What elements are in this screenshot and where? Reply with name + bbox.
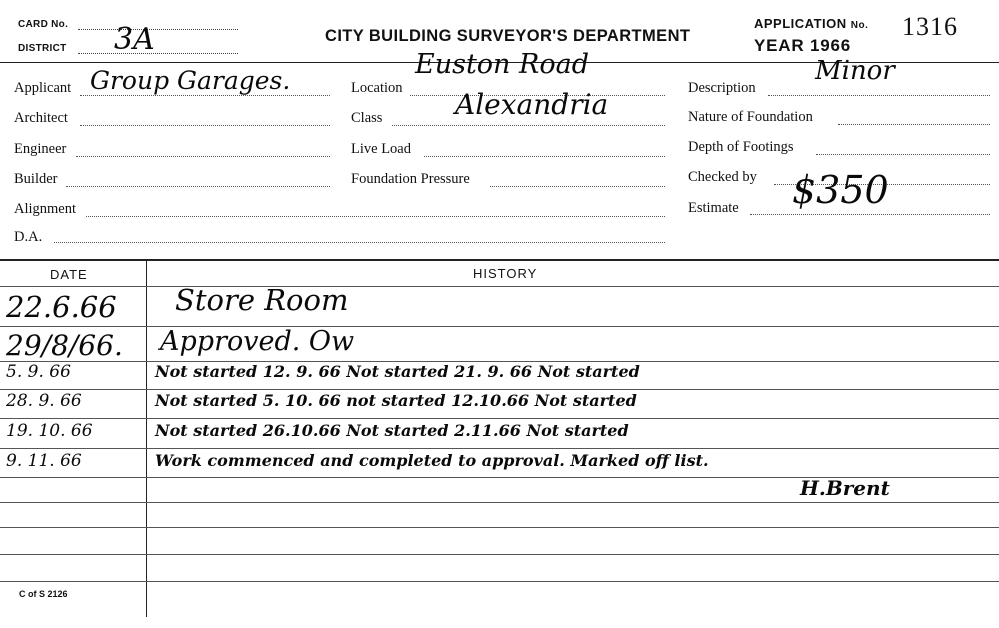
alignment-label: Alignment [14, 201, 77, 217]
district-value: 3A [114, 22, 155, 57]
location-label: Location [351, 80, 403, 96]
history-entry: Not started 5. 10. 66 not started 12.10.66 Not started [155, 391, 637, 410]
alignment-line [86, 216, 665, 217]
history-row-line [0, 502, 999, 503]
history-header-line [0, 286, 999, 287]
history-row-line [0, 527, 999, 528]
engineer-line [76, 156, 330, 157]
card-no-line [78, 29, 238, 30]
history-date: 22.6.66 [6, 290, 117, 324]
architect-label: Architect [14, 110, 68, 126]
class-label: Class [351, 110, 383, 126]
date-column-header: DATE [50, 267, 88, 282]
description-label: Description [688, 80, 756, 96]
history-date: 29/8/66. [6, 329, 123, 362]
history-date: 9. 11. 66 [6, 451, 82, 471]
application-label [754, 16, 868, 31]
live-load-line [424, 156, 665, 157]
builder-line [66, 186, 330, 187]
da-line [54, 242, 665, 243]
history-date: 5. 9. 66 [6, 362, 71, 382]
district-label: DISTRICT [18, 43, 67, 54]
depth-of-footings-line [816, 154, 990, 155]
history-date: 19. 10. 66 [6, 421, 93, 441]
history-entry: Not started 26.10.66 Not started 2.11.66 Not started [155, 421, 629, 440]
history-row-line [0, 418, 999, 419]
district-line [78, 53, 238, 54]
history-entry: Store Room [175, 283, 349, 317]
architect-line [80, 125, 330, 126]
applicant-line [80, 95, 330, 96]
history-signature: H.Brent [800, 476, 890, 500]
history-row-line [0, 326, 999, 327]
estimate-label: Estimate [688, 200, 739, 216]
history-row-line [0, 554, 999, 555]
description-value: Minor [815, 56, 895, 86]
foundation-pressure-line [490, 186, 665, 187]
application-no-label: No. [850, 20, 869, 31]
history-entry: Approved. Ow [160, 326, 355, 357]
form-number: C of S 2126 [19, 589, 68, 599]
nature-of-foundation-line [838, 124, 990, 125]
card-no-label: CARD No. [18, 19, 69, 30]
foundation-pressure-label: Foundation Pressure [351, 171, 470, 187]
da-label: D.A. [14, 229, 43, 245]
builder-label: Builder [14, 171, 58, 187]
estimate-value: $350 [792, 168, 889, 212]
checked-by-label: Checked by [688, 169, 757, 185]
applicant-label: Applicant [14, 80, 72, 96]
application-number: 1316 [902, 12, 958, 41]
history-column-header: HISTORY [473, 266, 538, 281]
applicant-value: Group Garages. [90, 66, 291, 95]
engineer-label: Engineer [14, 141, 67, 157]
depth-of-footings-label: Depth of Footings [688, 139, 794, 155]
date-column-divider [146, 261, 147, 617]
history-date: 28. 9. 66 [6, 391, 82, 411]
history-entry: Not started 12. 9. 66 Not started 21. 9. 66 Not started [155, 362, 640, 381]
history-row-line [0, 581, 999, 582]
class-value: Alexandria [455, 88, 609, 121]
application-label-text: APPLICATION [754, 16, 847, 31]
estimate-line [750, 214, 990, 215]
description-line [768, 95, 990, 96]
history-row-line [0, 448, 999, 449]
class-line [392, 125, 665, 126]
nature-of-foundation-label: Nature of Foundation [688, 109, 813, 125]
year-label: YEAR 1966 [754, 36, 851, 55]
history-row-line [0, 389, 999, 390]
history-top-rule [0, 259, 999, 261]
location-value: Euston Road [415, 49, 589, 80]
department-title: CITY BUILDING SURVEYOR'S DEPARTMENT [325, 27, 691, 45]
live-load-label: Live Load [351, 141, 411, 157]
history-entry: Work commenced and completed to approval. Marked off list. [155, 451, 709, 470]
